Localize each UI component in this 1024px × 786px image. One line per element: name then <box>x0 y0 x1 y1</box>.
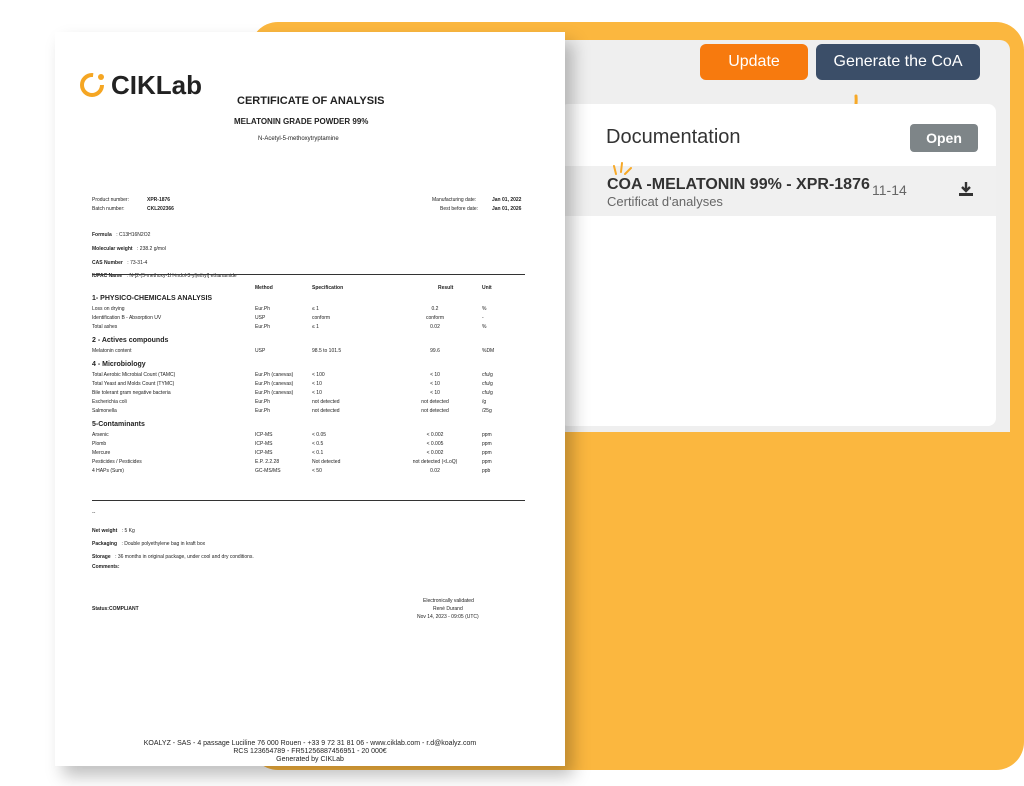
table-cell: 0.02 <box>430 468 440 474</box>
product-number-label: Product number: <box>92 197 129 203</box>
table-cell: cfu/g <box>482 390 493 396</box>
footer-line-3: Generated by CIKLab <box>276 756 344 763</box>
manufacturing-date: Jan 01, 2022 <box>492 197 522 203</box>
section-title: 4 - Microbiology <box>92 361 146 368</box>
documentation-title: Documentation <box>606 126 741 148</box>
table-cell: Melatonin content <box>92 348 132 354</box>
product-title: MELATONIN GRADE POWDER 99% <box>234 117 369 126</box>
table-cell: /25g <box>482 408 492 414</box>
section-title: 1- PHYSICO-CHEMICALS ANALYSIS <box>92 295 213 302</box>
batch-number: CKL202366 <box>147 206 174 212</box>
validated-date: Nov 14, 2023 - 09:05 (UTC) <box>417 614 479 620</box>
table-cell: Not detected <box>312 459 341 465</box>
table-cell: %DM <box>482 348 495 354</box>
formula-line: Formula : C13H16N2O2 <box>92 232 151 238</box>
divider <box>92 500 525 501</box>
table-cell: Eur.Ph <box>255 306 271 312</box>
table-cell: cfu/g <box>482 372 493 378</box>
table-cell: ppm <box>482 459 492 465</box>
table-cell: Eur.Ph <box>255 324 271 330</box>
table-cell: USP <box>255 348 266 354</box>
table-cell: Loss on drying <box>92 306 125 312</box>
table-cell: not detected <box>312 408 340 414</box>
dash: -- <box>92 510 96 516</box>
table-cell: ICP-MS <box>255 441 273 447</box>
table-cell: < 0.5 <box>312 441 324 447</box>
table-cell: not detected <box>312 399 340 405</box>
table-cell: Identification B - Absorption UV <box>92 315 162 321</box>
table-cell: ppm <box>482 441 492 447</box>
table-cell: < 10 <box>312 381 322 387</box>
molecular-weight-line: Molecular weight : 238.2 g/mol <box>92 246 166 252</box>
column-unit: Unit <box>482 285 492 291</box>
batch-number-label: Batch number: <box>92 206 125 212</box>
table-cell: USP <box>255 315 266 321</box>
table-cell: % <box>482 324 487 330</box>
table-cell: not detected (<LoQ) <box>412 459 458 465</box>
chemical-name: N-Acetyl-5-methoxytryptamine <box>258 136 339 142</box>
ciklab-logo-icon <box>77 70 107 100</box>
footer-line-2: RCS 123654789 - FR51256887456951 - 20 000€ <box>233 748 387 755</box>
table-cell: ICP-MS <box>255 450 273 456</box>
table-cell: Mercure <box>92 450 111 456</box>
table-cell: Eur.Ph <box>255 399 271 405</box>
table-cell: < 100 <box>312 372 325 378</box>
footer-line-1: KOALYZ - SAS - 4 passage Luciline 76 000 Rouen - +33 9 72 31 81 06 - www.ciklab.com - r.d@koalyz.com <box>143 740 477 747</box>
table-cell: < 10 <box>312 390 322 396</box>
table-cell: Escherichia coli <box>92 399 127 405</box>
iupac-line: IUPAC Name : N-[2-(5-methoxy-1H-indol-3-yl)ethyl] ethanamide <box>92 273 237 279</box>
generate-coa-button[interactable]: Generate the CoA <box>816 44 980 80</box>
document-type: Certificat d'analyses <box>607 194 723 209</box>
documentation-card <box>560 104 996 426</box>
table-cell: ppm <box>482 450 492 456</box>
table-cell: ppm <box>482 432 492 438</box>
table-cell: not detected <box>421 399 449 405</box>
table-cell: Eur.Ph <box>255 408 271 414</box>
table-cell: GC-MS/MS <box>255 468 281 474</box>
certificate-title: CERTIFICATE OF ANALYSIS <box>237 95 385 107</box>
column-method: Method <box>255 285 273 291</box>
validated-text: Electronically validated <box>423 598 474 604</box>
table-cell: 0.2 <box>431 306 439 312</box>
table-cell: < 10 <box>430 390 440 396</box>
download-icon[interactable] <box>957 180 975 198</box>
table-cell: Total Aerobic Microbial Count (TAMC) <box>92 372 176 378</box>
table-cell: Total ashes <box>92 324 118 330</box>
update-button[interactable]: Update <box>700 44 808 80</box>
table-cell: conform <box>312 315 331 321</box>
table-cell: not detected <box>421 408 449 414</box>
table-cell: 0.02 <box>430 324 440 330</box>
table-cell: cfu/g <box>482 381 493 387</box>
table-cell: 4 HAPs (Sum) <box>92 468 124 474</box>
table-cell: ICP-MS <box>255 432 273 438</box>
sparkle-icon <box>612 162 634 176</box>
best-before-date: Jan 01, 2026 <box>492 206 522 212</box>
section-title: 5-Contaminants <box>92 421 145 428</box>
table-cell: Eur.Ph (canevas) <box>255 390 294 396</box>
document-date: 11-14 <box>872 182 907 198</box>
best-before-label: Best before date: <box>440 206 479 212</box>
column-result: Result <box>438 285 454 291</box>
table-cell: - <box>482 315 484 321</box>
divider <box>92 274 525 275</box>
product-number: XPR-1876 <box>147 197 171 203</box>
table-cell: Total Yeast and Molds Count (TYMC) <box>92 381 175 387</box>
storage-line: Storage : 36 months in original package, under cool and dry conditions. <box>92 554 254 560</box>
table-cell: Pesticides / Pesticides <box>92 459 142 465</box>
table-cell: 99.6 <box>430 348 440 354</box>
table-cell: conform <box>425 315 445 321</box>
table-cell: Plomb <box>92 441 107 447</box>
table-cell: E.P. 2.2.28 <box>255 459 280 465</box>
section-title: 2 - Actives compounds <box>92 337 169 344</box>
table-cell: < 0.002 <box>426 432 444 438</box>
table-cell: < 10 <box>430 381 440 387</box>
cas-line: CAS Number : 73-31-4 <box>92 260 148 266</box>
logo-text: CIKLab <box>111 70 202 100</box>
table-cell: /g <box>482 399 487 405</box>
table-cell: < 0.005 <box>426 441 444 447</box>
open-button[interactable]: Open <box>910 124 978 152</box>
table-cell: 98.5 to 101.5 <box>312 348 342 354</box>
manufacturing-label: Manufacturing date: <box>432 197 477 203</box>
table-cell: < 0.002 <box>426 450 444 456</box>
column-specification: Specification <box>312 285 344 291</box>
table-cell: Eur.Ph (canevas) <box>255 381 294 387</box>
table-cell: ppb <box>482 468 491 474</box>
table-cell: % <box>482 306 487 312</box>
table-cell: ≤ 1 <box>312 306 319 312</box>
table-cell: Eur.Ph (canevas) <box>255 372 294 378</box>
table-cell: < 0.05 <box>312 432 327 438</box>
certificate-document <box>55 32 565 766</box>
validator-name: René Durand <box>433 606 463 612</box>
document-name[interactable]: COA -MELATONIN 99% - XPR-1876 <box>607 176 870 193</box>
table-cell: Arsenic <box>92 432 109 438</box>
table-cell: < 10 <box>430 372 440 378</box>
table-cell: Salmonella <box>92 408 117 414</box>
comments-label: Comments: <box>92 564 120 570</box>
table-cell: ≤ 1 <box>312 324 319 330</box>
table-cell: < 0.1 <box>312 450 324 456</box>
table-cell: < 50 <box>312 468 322 474</box>
status-line: Status:COMPLIANT <box>92 606 139 612</box>
table-cell: Bile tolerant gram negative bacteria <box>92 390 171 396</box>
net-weight-line: Net weight : 5 Kg <box>92 528 135 534</box>
packaging-line: Packaging : Double polyethylene bag in kraft box <box>92 541 206 547</box>
